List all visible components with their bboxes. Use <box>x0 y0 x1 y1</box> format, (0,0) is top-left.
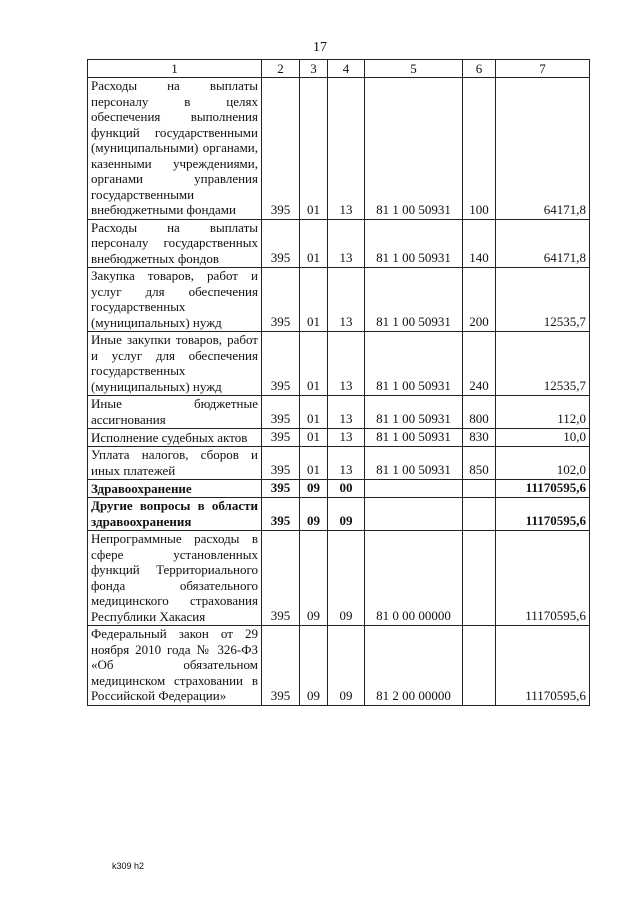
row-subsection-code: 09 <box>328 498 365 531</box>
row-section-code: 01 <box>300 396 328 429</box>
row-amount: 11170595,6 <box>496 531 590 626</box>
row-ved-code: 395 <box>262 498 300 531</box>
row-expense-type: 200 <box>463 268 496 332</box>
row-target-code <box>365 498 463 531</box>
row-expense-type: 830 <box>463 429 496 447</box>
row-subsection-code: 09 <box>328 531 365 626</box>
row-target-code: 81 1 00 50931 <box>365 447 463 480</box>
row-subsection-code: 00 <box>328 480 365 498</box>
row-amount: 11170595,6 <box>496 498 590 531</box>
row-amount: 10,0 <box>496 429 590 447</box>
row-target-code: 81 1 00 50931 <box>365 219 463 268</box>
row-subsection-code: 13 <box>328 219 365 268</box>
row-target-code: 81 1 00 50931 <box>365 78 463 220</box>
row-name: Иные закупки товаров, работ и услуг для обеспечения государственных (муниципальных) нужд <box>88 332 262 396</box>
row-name: Непрограммные расходы в сфере установленных функций Территориального фонда обязательного медицинского страхования Республики Хакасия <box>88 531 262 626</box>
row-section-code: 01 <box>300 332 328 396</box>
table-row <box>88 78 590 220</box>
row-ved-code: 395 <box>262 396 300 429</box>
row-amount: 64171,8 <box>496 78 590 220</box>
row-name: Расходы на выплаты персоналу государственных внебюджетных фондов <box>88 219 262 268</box>
row-subsection-code: 13 <box>328 332 365 396</box>
header-row <box>88 60 590 78</box>
row-name: Уплата налогов, сборов и иных платежей <box>88 447 262 480</box>
row-subsection-code: 13 <box>328 429 365 447</box>
row-subsection-code: 09 <box>328 626 365 706</box>
row-target-code <box>365 480 463 498</box>
row-target-code: 81 1 00 50931 <box>365 332 463 396</box>
row-target-code: 81 0 00 00000 <box>365 531 463 626</box>
row-ved-code: 395 <box>262 268 300 332</box>
row-ved-code: 395 <box>262 332 300 396</box>
row-amount: 11170595,6 <box>496 480 590 498</box>
column-header: 3 <box>300 60 328 78</box>
table-row <box>88 480 590 498</box>
row-amount: 12535,7 <box>496 268 590 332</box>
row-section-code: 09 <box>300 531 328 626</box>
table-row <box>88 396 590 429</box>
row-amount: 11170595,6 <box>496 626 590 706</box>
table-row <box>88 219 590 268</box>
row-section-code: 01 <box>300 268 328 332</box>
row-subsection-code: 13 <box>328 78 365 220</box>
row-name: Федеральный закон от 29 ноября 2010 года № 326-ФЗ «Об обязательном медицинском страховании в Российской Федерации» <box>88 626 262 706</box>
row-subsection-code: 13 <box>328 396 365 429</box>
page-number: 17 <box>313 40 327 55</box>
column-header: 6 <box>463 60 496 78</box>
column-header: 7 <box>496 60 590 78</box>
row-section-code: 09 <box>300 498 328 531</box>
table-row <box>88 429 590 447</box>
row-ved-code: 395 <box>262 480 300 498</box>
table-row <box>88 626 590 706</box>
row-section-code: 01 <box>300 78 328 220</box>
row-ved-code: 395 <box>262 429 300 447</box>
row-expense-type <box>463 498 496 531</box>
row-expense-type: 800 <box>463 396 496 429</box>
row-ved-code: 395 <box>262 78 300 220</box>
row-expense-type: 240 <box>463 332 496 396</box>
row-section-code: 01 <box>300 219 328 268</box>
row-ved-code: 395 <box>262 447 300 480</box>
column-header: 2 <box>262 60 300 78</box>
row-expense-type: 850 <box>463 447 496 480</box>
column-header: 5 <box>365 60 463 78</box>
row-section-code: 09 <box>300 480 328 498</box>
row-name: Другие вопросы в области здравоохранения <box>88 498 262 531</box>
row-name: Иные бюджетные ассигнования <box>88 396 262 429</box>
row-target-code: 81 1 00 50931 <box>365 268 463 332</box>
table-row <box>88 332 590 396</box>
table-row <box>88 268 590 332</box>
row-section-code: 01 <box>300 447 328 480</box>
row-ved-code: 395 <box>262 626 300 706</box>
row-target-code: 81 1 00 50931 <box>365 429 463 447</box>
table-row <box>88 498 590 531</box>
row-section-code: 01 <box>300 429 328 447</box>
row-amount: 102,0 <box>496 447 590 480</box>
row-name: Здравоохранение <box>88 480 262 498</box>
row-name: Закупка товаров, работ и услуг для обеспечения государственных (муниципальных) нужд <box>88 268 262 332</box>
row-expense-type: 100 <box>463 78 496 220</box>
row-expense-type: 140 <box>463 219 496 268</box>
row-amount: 12535,7 <box>496 332 590 396</box>
table-row <box>88 531 590 626</box>
row-amount: 112,0 <box>496 396 590 429</box>
row-expense-type <box>463 626 496 706</box>
table-row <box>88 447 590 480</box>
row-target-code: 81 1 00 50931 <box>365 396 463 429</box>
row-amount: 64171,8 <box>496 219 590 268</box>
row-section-code: 09 <box>300 626 328 706</box>
row-expense-type <box>463 480 496 498</box>
budget-table <box>87 59 590 706</box>
column-header: 1 <box>88 60 262 78</box>
row-ved-code: 395 <box>262 219 300 268</box>
footer-code: k309 h2 <box>112 861 145 871</box>
row-subsection-code: 13 <box>328 268 365 332</box>
row-name: Исполнение судебных актов <box>88 429 262 447</box>
row-target-code: 81 2 00 00000 <box>365 626 463 706</box>
row-subsection-code: 13 <box>328 447 365 480</box>
row-expense-type <box>463 531 496 626</box>
row-name: Расходы на выплаты персоналу в целях обеспечения выполнения функций государственными (муниципальными) органами, казенными учреждениями, органами управления государственными внебюджетными фондами <box>88 78 262 220</box>
row-ved-code: 395 <box>262 531 300 626</box>
column-header: 4 <box>328 60 365 78</box>
